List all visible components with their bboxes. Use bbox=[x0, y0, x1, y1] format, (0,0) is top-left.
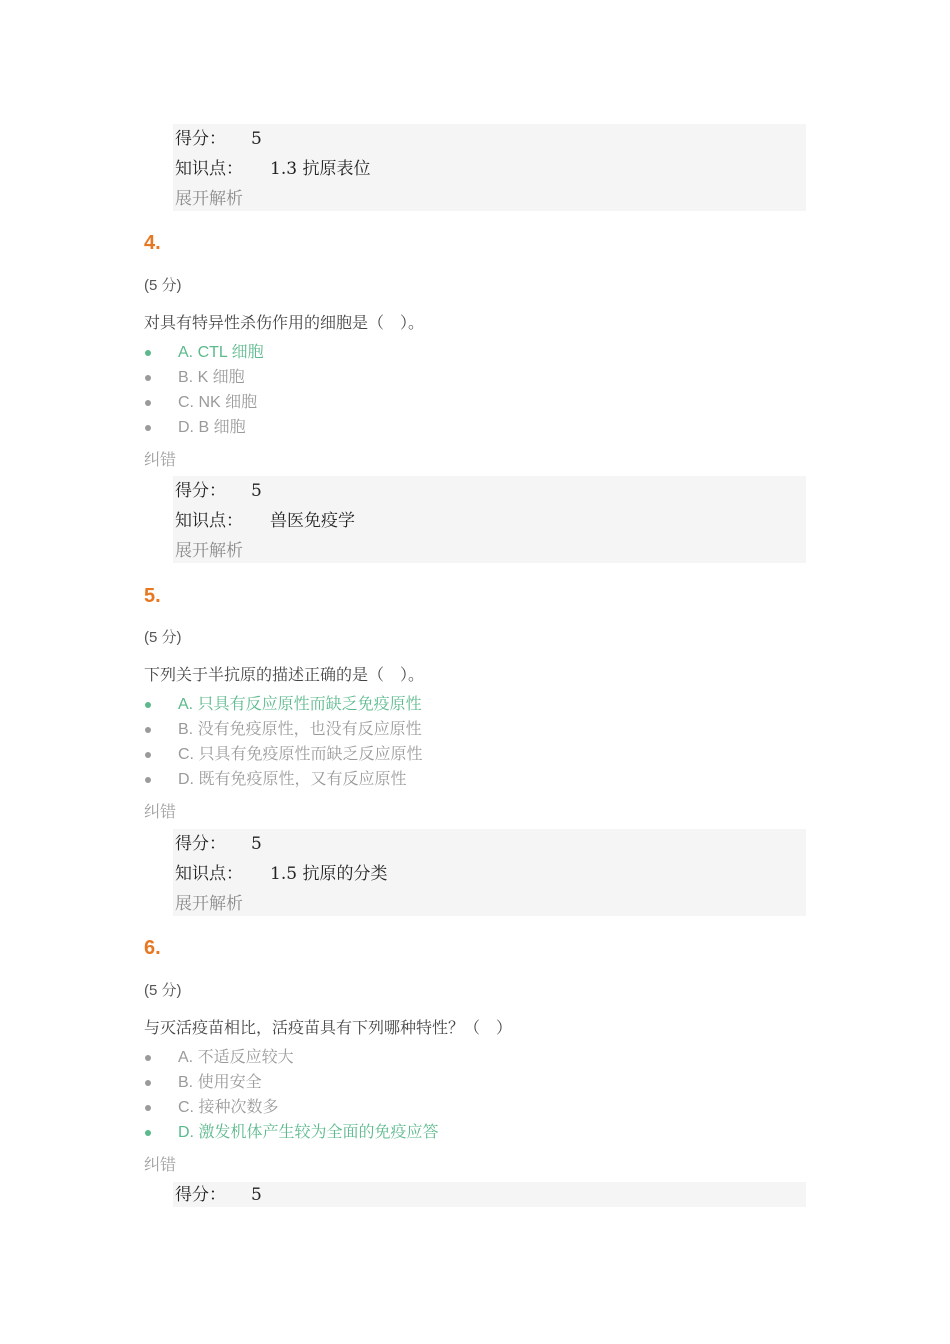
bullet-icon bbox=[145, 752, 151, 758]
bullet-icon bbox=[145, 375, 151, 381]
score-row bbox=[175, 833, 262, 855]
option-a[interactable] bbox=[0, 693, 700, 718]
option-label: A. 不适反应较大 bbox=[178, 1049, 294, 1066]
bullet-icon bbox=[145, 777, 151, 783]
option-b[interactable] bbox=[0, 366, 700, 391]
bullet-icon bbox=[145, 425, 151, 431]
option-b[interactable] bbox=[0, 718, 700, 743]
option-label: D. B 细胞 bbox=[178, 419, 246, 436]
option-label: A. CTL 细胞 bbox=[178, 344, 264, 361]
option-c[interactable] bbox=[0, 743, 700, 768]
bullet-icon bbox=[145, 1080, 151, 1086]
score-box bbox=[173, 124, 806, 211]
score-label: 得分： bbox=[175, 129, 226, 149]
option-d[interactable] bbox=[0, 768, 700, 793]
option-label: B. 没有免疫原性，也没有反应原性 bbox=[178, 721, 422, 738]
score-row bbox=[175, 1184, 262, 1206]
option-label: C. NK 细胞 bbox=[178, 394, 258, 411]
score-row bbox=[175, 128, 262, 150]
knowledge-point-label: 知识点： bbox=[175, 159, 243, 179]
score-label: 得分： bbox=[175, 481, 226, 501]
knowledge-point-value: 1.3 抗原表位 bbox=[270, 159, 371, 179]
option-label: A. 只具有反应原性而缺乏免疫原性 bbox=[178, 696, 422, 713]
report-error-link[interactable]: 纠错 bbox=[144, 802, 177, 821]
knowledge-point-row bbox=[175, 158, 371, 180]
option-b[interactable] bbox=[0, 1071, 700, 1096]
report-error-link[interactable]: 纠错 bbox=[144, 450, 177, 469]
score-value: 5 bbox=[251, 481, 262, 501]
bullet-icon bbox=[145, 1055, 151, 1061]
score-value: 5 bbox=[251, 1185, 262, 1205]
option-a[interactable] bbox=[0, 341, 700, 366]
score-box bbox=[173, 1182, 806, 1207]
option-d[interactable] bbox=[0, 1121, 700, 1146]
bullet-icon bbox=[145, 350, 151, 356]
option-c[interactable] bbox=[0, 1096, 700, 1121]
knowledge-point-value: 1.5 抗原的分类 bbox=[270, 864, 388, 884]
score-value: 5 bbox=[251, 129, 262, 149]
knowledge-point-label: 知识点： bbox=[175, 864, 243, 884]
option-label: C. 只具有免疫原性而缺乏反应原性 bbox=[178, 746, 423, 763]
score-label: 得分： bbox=[175, 1185, 226, 1205]
option-label: B. K 细胞 bbox=[178, 369, 245, 386]
report-error-link[interactable]: 纠错 bbox=[144, 1155, 177, 1174]
bullet-icon bbox=[145, 702, 151, 708]
question-number: 6. bbox=[144, 937, 161, 959]
expand-analysis-link[interactable]: 展开解析 bbox=[175, 894, 243, 914]
score-box bbox=[173, 829, 806, 916]
option-label: D. 既有免疫原性，又有反应原性 bbox=[178, 771, 407, 788]
score-value: 5 bbox=[251, 834, 262, 854]
option-label: B. 使用安全 bbox=[178, 1074, 262, 1091]
option-label: D. 激发机体产生较为全面的免疫应答 bbox=[178, 1124, 439, 1141]
expand-analysis-link[interactable]: 展开解析 bbox=[175, 541, 243, 561]
knowledge-point-row bbox=[175, 510, 355, 532]
score-row bbox=[175, 480, 262, 502]
bullet-icon bbox=[145, 1130, 151, 1136]
question-number: 4. bbox=[144, 232, 161, 254]
bullet-icon bbox=[145, 727, 151, 733]
question-points: (5 分) bbox=[144, 982, 182, 999]
question-points: (5 分) bbox=[144, 277, 182, 294]
question-text: 对具有特异性杀伤作用的细胞是（ ）。 bbox=[144, 313, 425, 332]
option-label: C. 接种次数多 bbox=[178, 1099, 279, 1116]
option-c[interactable] bbox=[0, 391, 700, 416]
bullet-icon bbox=[145, 1105, 151, 1111]
question-number: 5. bbox=[144, 585, 161, 607]
knowledge-point-value: 兽医免疫学 bbox=[270, 511, 355, 531]
option-d[interactable] bbox=[0, 416, 700, 441]
question-points: (5 分) bbox=[144, 629, 182, 646]
knowledge-point-label: 知识点： bbox=[175, 511, 243, 531]
score-box bbox=[173, 476, 806, 563]
question-text: 与灭活疫苗相比，活疫苗具有下列哪种特性？（ ） bbox=[144, 1018, 513, 1037]
question-text: 下列关于半抗原的描述正确的是（ ）。 bbox=[144, 665, 425, 684]
expand-analysis-link[interactable]: 展开解析 bbox=[175, 189, 243, 209]
option-a[interactable] bbox=[0, 1046, 700, 1071]
bullet-icon bbox=[145, 400, 151, 406]
score-label: 得分： bbox=[175, 834, 226, 854]
knowledge-point-row bbox=[175, 863, 388, 885]
